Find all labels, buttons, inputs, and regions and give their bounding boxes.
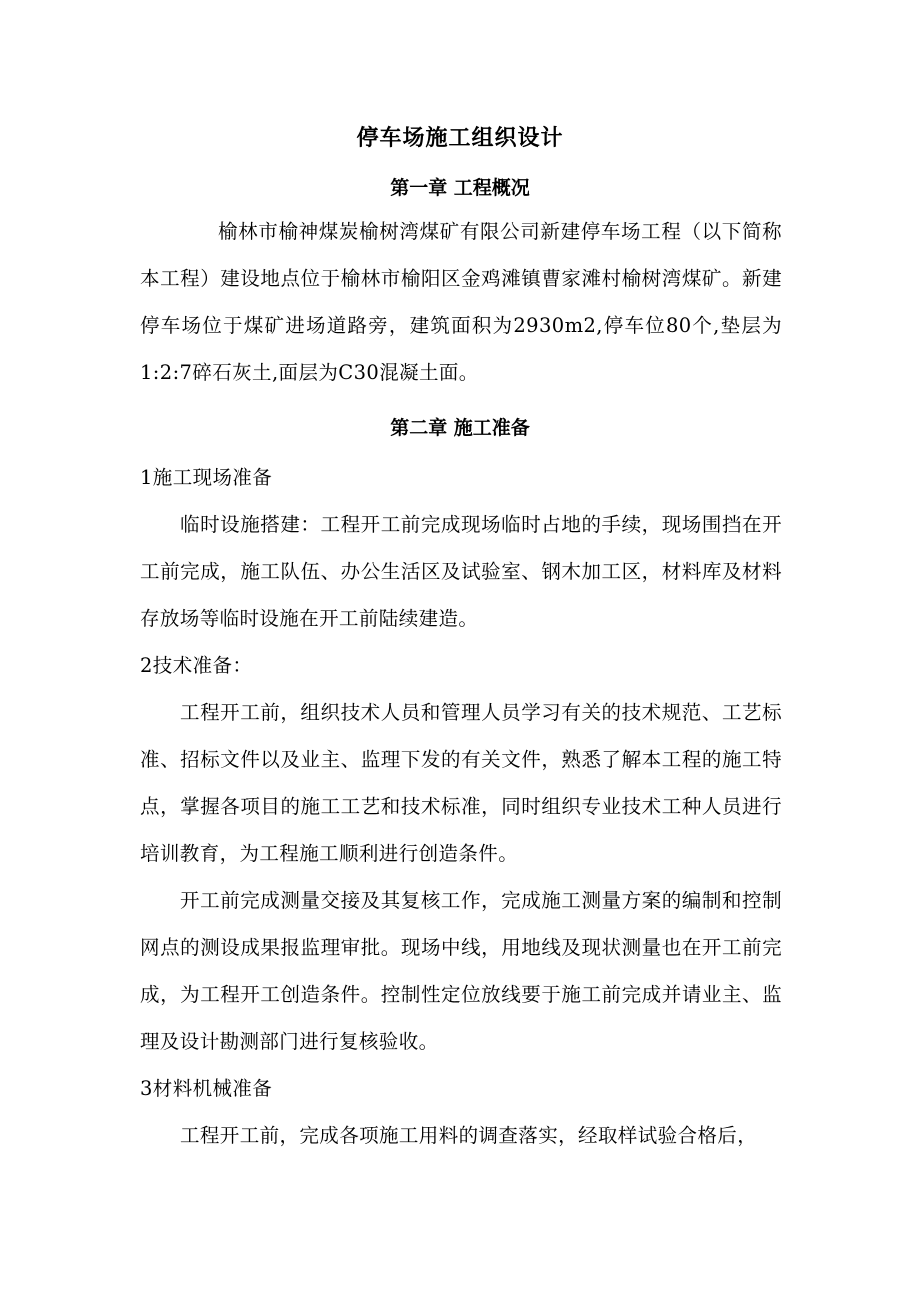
section-1-paragraph: 临时设施搭建：工程开工前完成现场临时占地的手续，现场围挡在开工前完成，施工队伍、办公生活区及试验室、钢木加工区，材料库及材料存放场等临时设施在开工前陆续建造。 <box>140 513 782 630</box>
document-title: 停车场施工组织设计 <box>356 126 564 151</box>
chapter-1-heading: 第一章 工程概况 <box>390 177 530 199</box>
section-3-heading: 3材料机械准备 <box>140 1077 273 1100</box>
chapter-2-heading: 第二章 施工准备 <box>390 417 530 439</box>
section-2-heading: 2技术准备： <box>140 654 253 677</box>
section-1-heading: 1施工现场准备 <box>140 466 273 489</box>
section-2-paragraph-2: 开工前完成测量交接及其复核工作，完成施工测量方案的编制和控制网点的测设成果报监理审批。现场中线，用地线及现状测量也在开工前完成，为工程开工创造条件。控制性定位放线要于施工前完成并请业主、监理及设计勘测部门进行复核验收。 <box>140 889 782 1053</box>
section-2-paragraph-1: 工程开工前，组织技术人员和管理人员学习有关的技术规范、工艺标准、招标文件以及业主、监理下发的有关文件，熟悉了解本工程的施工特点，掌握各项目的施工工艺和技术标准，同时组织专业技术工种人员进行培训教育，为工程施工顺利进行创造条件。 <box>140 701 782 865</box>
chapter-1-paragraph: 榆林市榆神煤炭榆树湾煤矿有限公司新建停车场工程（以下简称本工程）建设地点位于榆林市榆阳区金鸡滩镇曹家滩村榆树湾煤矿。新建停车场位于煤矿进场道路旁，建筑面积为2930m2,停车位80个,垫层为1:2:7碎石灰土,面层为C30混凝土面。 <box>140 220 782 384</box>
section-3-paragraph: 工程开工前，完成各项施工用料的调查落实，经取样试验合格后， <box>180 1124 758 1147</box>
